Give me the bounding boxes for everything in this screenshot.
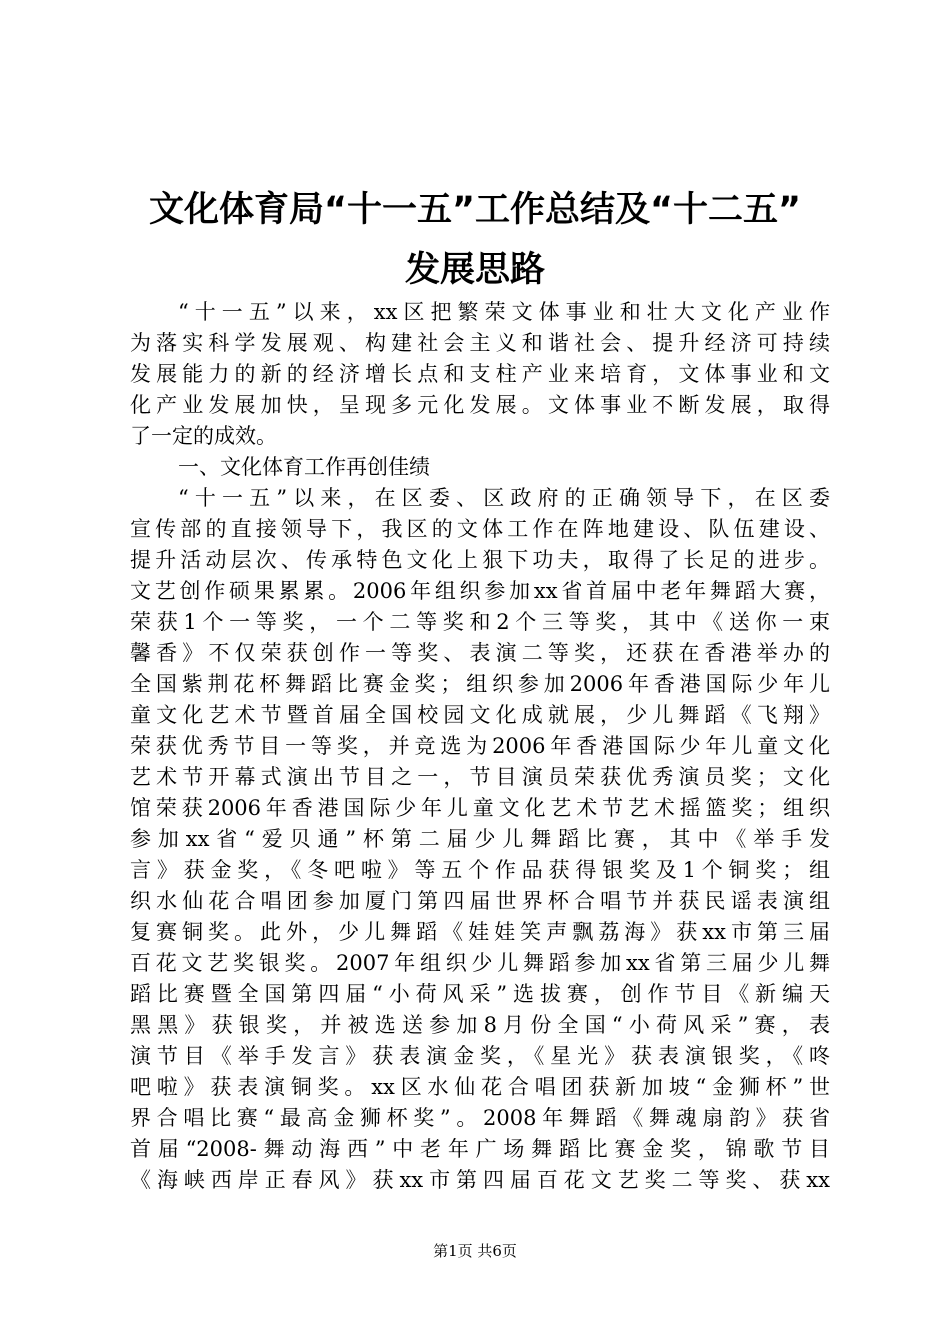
paragraph-line: 荣获1个一等奖，一个二等奖和2个三等奖，其中《送你一束 [130,610,830,634]
paragraph-line: 童文化艺术节暨首届全国校园文化成就展，少儿舞蹈《飞翔》 [130,703,830,727]
paragraph-line: 宣传部的直接领导下，我区的文体工作在阵地建设、队伍建设、 [130,517,830,541]
paragraph-line: 织水仙花合唱团参加厦门第四届世界杯合唱节并获民谣表演组 [130,889,830,913]
section-heading: 一、文化体育工作再创佳绩 [178,455,430,479]
paragraph-line: 了一定的成效。 [130,424,277,448]
paragraph-line: 《海峡西岸正春风》获xx市第四届百花文艺奖二等奖、获xx [130,1168,830,1192]
paragraph-line: 文艺创作硕果累累。2006年组织参加xx省首届中老年舞蹈大赛， [130,579,830,603]
paragraph-line: 为落实科学发展观、构建社会主义和谐社会、提升经济可持续 [130,331,830,355]
paragraph-line: 提升活动层次、传承特色文化上狠下功夫，取得了长足的进步。 [130,548,830,572]
paragraph-line: 言》获金奖，《冬吧啦》等五个作品获得银奖及1个铜奖；组 [130,858,830,882]
document-title-line-2: 发展思路 [404,250,545,290]
paragraph-line: 馨香》不仅荣获创作一等奖、表演二等奖，还获在香港举办的 [130,641,830,665]
paragraph-line: 全国紫荆花杯舞蹈比赛金奖；组织参加2006年香港国际少年儿 [130,672,830,696]
paragraph-line: 百花文艺奖银奖。2007年组织少儿舞蹈参加xx省第三届少儿舞 [130,951,830,975]
document-body [130,297,830,1196]
paragraph-line: 艺术节开幕式演出节目之一，节目演员荣获优秀演员奖；文化 [130,765,830,789]
paragraph-line: 馆荣获2006年香港国际少年儿童文化艺术节艺术摇篮奖；组织 [130,796,830,820]
paragraph-line: 演节目《举手发言》获表演金奖，《星光》获表演银奖，《咚 [130,1044,830,1068]
paragraph-line: 黑黑》获银奖，并被选送参加8月份全国“小荷风采”赛，表 [130,1013,830,1037]
paragraph-line: 蹈比赛暨全国第四届“小荷风采”选拔赛，创作节目《新编天 [130,982,830,1006]
paragraph-line: 发展能力的新的经济增长点和支柱产业来培育，文体事业和文 [130,362,830,386]
paragraph-line: 界合唱比赛“最高金狮杯奖”。2008年舞蹈《舞魂扇韵》获省 [130,1106,830,1130]
paragraph-line: 吧啦》获表演铜奖。xx区水仙花合唱团获新加坡“金狮杯”世 [130,1075,830,1099]
paragraph-line: 复赛铜奖。此外，少儿舞蹈《娃娃笑声飘荔海》获xx市第三届 [130,920,830,944]
paragraph-line: “十一五”以来，在区委、区政府的正确领导下，在区委 [178,486,830,510]
page-number-footer: 第1页 共6页 [433,1242,517,1260]
paragraph-line: 化产业发展加快，呈现多元化发展。文体事业不断发展，取得 [130,393,830,417]
paragraph-line: “十一五”以来，xx区把繁荣文体事业和壮大文化产业作 [178,300,830,324]
paragraph-line: 荣获优秀节目一等奖，并竞选为2006年香港国际少年儿童文化 [130,734,830,758]
paragraph-line: 参加xx省“爱贝通”杯第二届少儿舞蹈比赛，其中《举手发 [130,827,830,851]
paragraph-line: 首届“2008-舞动海西”中老年广场舞蹈比赛金奖，锦歌节目 [130,1137,830,1161]
document-title-line-1: 文化体育局“十一五”工作总结及“十二五” [148,190,801,230]
